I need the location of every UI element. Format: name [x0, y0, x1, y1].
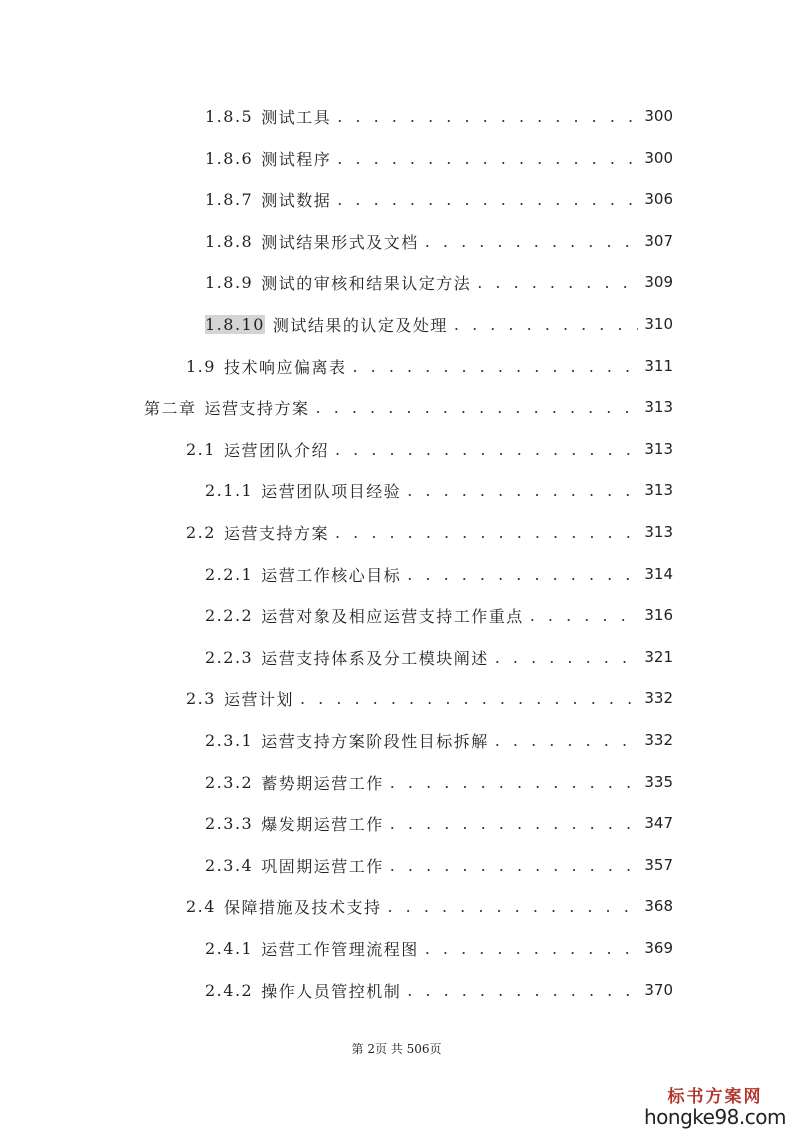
toc-entry-page: 309: [644, 273, 673, 291]
toc-entry[interactable]: [186, 892, 673, 920]
toc-entry-number: 2.2.2: [205, 605, 254, 625]
toc-entry-title: 技术响应偏离表: [223, 357, 347, 377]
toc-dot-leader: [335, 440, 638, 459]
toc-entry[interactable]: [205, 476, 673, 504]
toc-entry-number: 1.8.9: [205, 272, 254, 292]
toc-dot-leader: [425, 939, 639, 958]
toc-entry-number: 第二章: [144, 398, 197, 418]
toc-dot-leader: [335, 523, 638, 542]
toc-dot-leader: [407, 481, 638, 500]
toc-entry[interactable]: [205, 102, 673, 130]
toc-entry-title: 测试数据: [261, 190, 332, 210]
toc-entry-page: 347: [644, 814, 673, 832]
toc-dot-leader: [495, 648, 639, 667]
toc-entry-page: 357: [644, 856, 673, 874]
toc-entry-number: 2.1: [186, 439, 216, 459]
toc-entry-page: 316: [644, 606, 673, 624]
toc-entry-number: 2.2.1: [205, 564, 254, 584]
toc-entry-title: 运营工作管理流程图: [261, 939, 419, 959]
toc-entry-page: 306: [644, 190, 673, 208]
toc-entry[interactable]: [186, 684, 673, 712]
toc-dot-leader: [337, 107, 638, 126]
toc-entry-page: 368: [644, 897, 673, 915]
toc-dot-leader: [407, 981, 638, 1000]
toc-entry-title: 运营支持体系及分工模块阐述: [261, 648, 489, 668]
toc-entry-title: 蓄势期运营工作: [261, 773, 384, 793]
toc-entry[interactable]: [205, 809, 673, 837]
toc-entry-page: 313: [644, 481, 673, 499]
toc-entry-page: 313: [644, 523, 673, 541]
toc-entry-page: 313: [644, 440, 673, 458]
toc-entry[interactable]: [205, 768, 673, 796]
toc-entry-page: 314: [644, 565, 673, 583]
toc-entry-title: 测试的审核和结果认定方法: [261, 273, 472, 293]
toc-entry[interactable]: [205, 227, 673, 255]
toc-entry[interactable]: [205, 560, 673, 588]
toc-entry-number: 1.9: [186, 356, 216, 376]
toc-dot-leader: [407, 565, 638, 584]
toc-entry-page: 311: [644, 357, 673, 375]
toc-dot-leader: [387, 897, 638, 916]
toc-entry-title: 运营支持方案: [223, 523, 329, 543]
toc-entry-title: 测试结果的认定及处理: [272, 315, 448, 335]
watermark-en: hongke98.com: [644, 1105, 786, 1129]
toc-entry[interactable]: [205, 726, 673, 754]
toc-entry[interactable]: [205, 185, 673, 213]
toc-entry-page: 332: [644, 689, 673, 707]
toc-entry[interactable]: [205, 643, 673, 671]
toc-entry-number: 1.8.5: [205, 106, 254, 126]
toc-entry-title: 运营支持方案阶段性目标拆解: [261, 731, 489, 751]
toc-entry-number: 2.3.1: [205, 730, 254, 750]
toc-dot-leader: [390, 814, 639, 833]
page-footer: 第 2页 共 506页: [351, 1042, 442, 1056]
toc-entry[interactable]: [205, 310, 673, 338]
toc-entry[interactable]: [186, 352, 673, 380]
toc-entry-title: 巩固期运营工作: [261, 856, 384, 876]
toc-dot-leader: [300, 689, 638, 708]
toc-entry-title: 测试结果形式及文档: [261, 232, 419, 252]
toc-entry-title: 测试程序: [261, 149, 332, 169]
toc-dot-leader: [425, 232, 639, 251]
toc-dot-leader: [390, 773, 639, 792]
toc-entry-title: 运营团队介绍: [223, 440, 329, 460]
toc-entry-number: 2.1.1: [205, 480, 254, 500]
toc-dot-leader: [337, 190, 638, 209]
toc-entry-title: 运营计划: [223, 689, 294, 709]
toc-entry-page: 335: [644, 773, 673, 791]
toc-dot-leader: [337, 149, 638, 168]
toc-entry-title: 运营对象及相应运营支持工作重点: [261, 606, 524, 626]
toc-entry-number: 2.3.4: [205, 855, 254, 875]
toc-entry-number: 2.3.3: [205, 813, 254, 833]
toc-dot-leader: [477, 273, 638, 292]
toc-entry[interactable]: [205, 144, 673, 172]
watermark-cn: 标书方案网: [667, 1087, 763, 1107]
toc-entry-page: 310: [644, 315, 673, 333]
toc-dot-leader: [495, 731, 639, 750]
toc-entry-number: 2.4.1: [205, 938, 254, 958]
toc-entry[interactable]: [205, 851, 673, 879]
toc-entry-page: 369: [644, 939, 673, 957]
toc-entry-page: 370: [644, 981, 673, 999]
toc-entry-title: 运营团队项目经验: [261, 481, 402, 501]
toc-entry[interactable]: [205, 601, 673, 629]
watermark-logo: [640, 1087, 790, 1129]
toc-entry-number: 2.3: [186, 688, 216, 708]
toc-entry[interactable]: [205, 976, 673, 1004]
toc-entry-title: 运营工作核心目标: [261, 565, 402, 585]
toc-entry-title: 保障措施及技术支持: [223, 897, 382, 917]
toc-entry-page: 300: [644, 149, 673, 167]
toc-entry[interactable]: [186, 435, 673, 463]
toc-entry-number: 2.4.2: [205, 980, 254, 1000]
toc-entry-number: 1.8.8: [205, 231, 254, 251]
toc-dot-leader: [316, 398, 639, 417]
toc-dot-leader: [390, 856, 639, 875]
toc-entry-number: 2.2: [186, 522, 216, 542]
toc-entry-page: 321: [644, 648, 673, 666]
toc-entry-title: 测试工具: [261, 107, 332, 127]
toc-entry-number: 1.8.7: [205, 189, 254, 209]
toc-entry-number: 2.3.2: [205, 772, 254, 792]
toc-entry-page: 307: [644, 232, 673, 250]
toc-entry[interactable]: [144, 393, 673, 421]
toc-dot-leader: [530, 606, 639, 625]
toc-entry-title: 操作人员管控机制: [261, 981, 402, 1001]
toc-entry-title: 运营支持方案: [204, 398, 310, 418]
toc-entry-page: 313: [644, 398, 673, 416]
toc-entry[interactable]: [186, 518, 673, 546]
toc-entry-number: 1.8.6: [205, 148, 254, 168]
toc-entry-number: 1.8.10: [205, 314, 265, 334]
toc-entry-page: 300: [644, 107, 673, 125]
toc-entry-page: 332: [644, 731, 673, 749]
toc-entry-number: 2.4: [186, 896, 216, 916]
toc-entry[interactable]: [205, 934, 673, 962]
toc-dot-leader: [454, 315, 638, 334]
toc-dot-leader: [352, 357, 638, 376]
toc-entry-number: 2.2.3: [205, 647, 254, 667]
toc-entry-title: 爆发期运营工作: [261, 814, 384, 834]
toc-entry[interactable]: [205, 268, 673, 296]
